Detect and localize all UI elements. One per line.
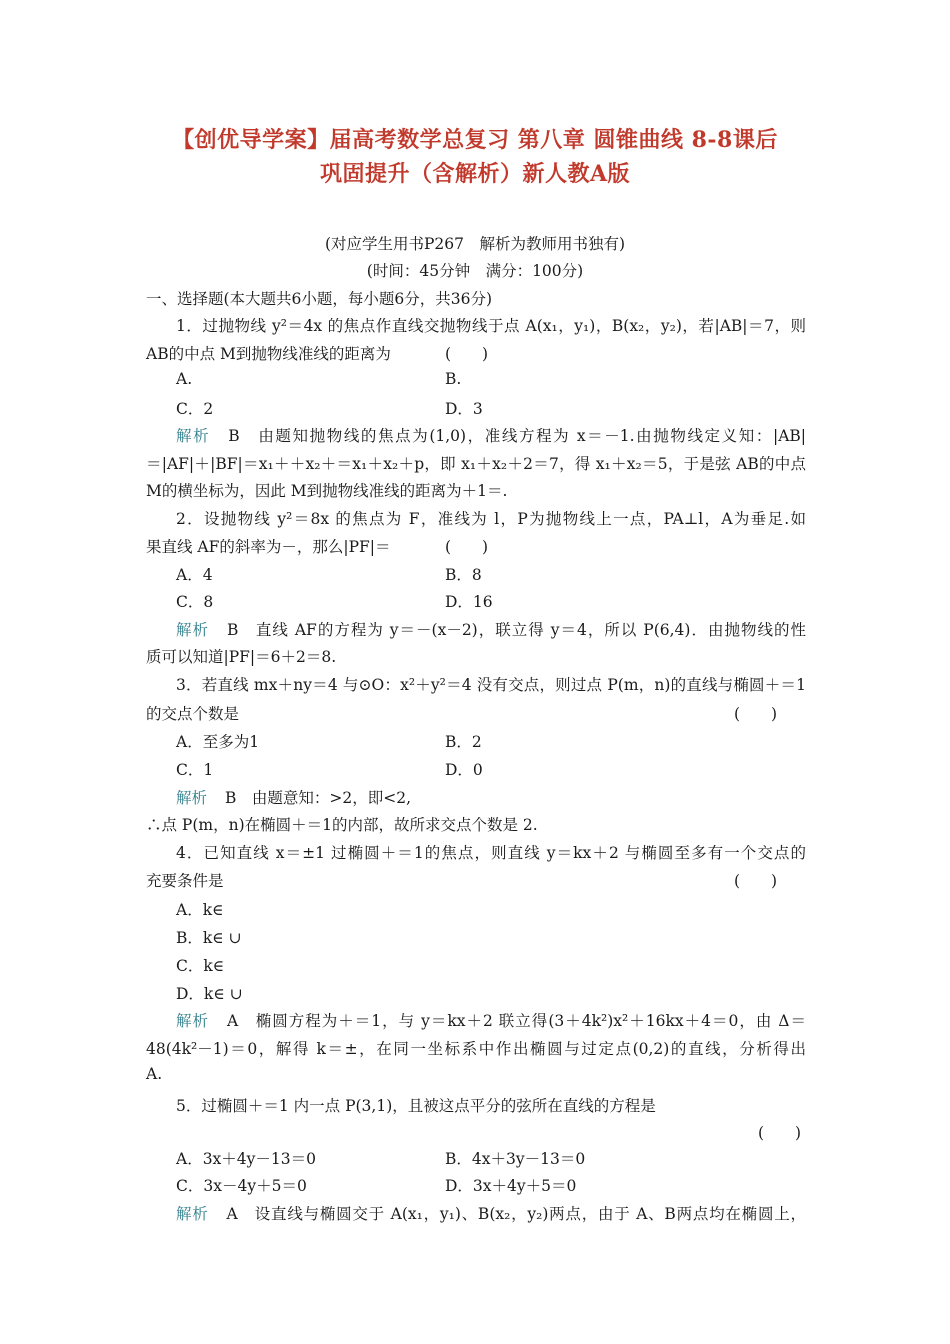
q5-solution-text: A 设直线与椭圆交于 A(x₁，y₁)、B(x₂，y₂)两点，由于 A、B两点均在椭圆上，: [226, 1205, 806, 1223]
q5-option-a: A．3x＋4y－13＝0: [176, 1150, 316, 1168]
q4-solution-line-2: 48(4k²－1)＝0，解得 k＝±，在同一坐标系中作出椭圆与过定点(0,2)的直线，分析得出: [146, 1040, 806, 1058]
q5-solution-line-1: [176, 1202, 806, 1224]
title-line-2: 巩固提升（含解析）新人教A版: [319, 161, 631, 187]
q5-option-d: D．3x＋4y＋5＝0: [445, 1177, 577, 1195]
q1-option-c: C．2: [176, 400, 214, 418]
q4-option-c: C．k∈: [176, 957, 225, 975]
q5-option-b: B．4x＋3y－13＝0: [445, 1150, 586, 1168]
q4-option-b: B．k∈ ∪: [176, 929, 242, 947]
q2-stem-line-2: 果直线 AF的斜率为－，那么|PF|＝: [146, 538, 391, 556]
q3-option-a: A．至多为1: [176, 733, 260, 751]
q5-solution-label: 解析: [176, 1205, 209, 1223]
q2-answer-paren: ( ): [445, 538, 489, 556]
q1-solution-line-1: [176, 424, 806, 446]
q2-solution-label: 解析: [176, 621, 210, 639]
q3-solution-label: 解析: [176, 789, 208, 807]
q4-solution-text: A 椭圆方程为＋＝1，与 y＝kx＋2 联立得(3＋4k²)x²＋16kx＋4＝0，由 Δ＝: [227, 1012, 806, 1030]
q2-option-c: C．8: [176, 593, 214, 611]
q4-stem-line-2: 充要条件是: [146, 872, 224, 890]
q1-solution-line-2: ＝|AF|＋|BF|＝x₁＋＋x₂＋＝x₁＋x₂＋p，即 x₁＋x₂＋2＝7，得 x₁＋x₂＝5，于是弦 AB的中点: [146, 455, 806, 473]
q1-option-d: D．3: [445, 400, 483, 418]
q4-solution-line-1: [176, 1009, 806, 1031]
q1-answer-paren: ( ): [445, 345, 489, 363]
q2-stem-line-1: 2．设抛物线 y²＝8x 的焦点为 F，准线为 l，P为抛物线上一点，PA⊥l，A为垂足.如: [176, 510, 806, 528]
q1-stem-line-2: AB的中点 M到抛物线准线的距离为: [146, 345, 391, 363]
q4-option-d: D．k∈ ∪: [176, 985, 243, 1003]
section-heading: 一、选择题(本大题共6小题，每小题6分，共36分): [146, 290, 493, 308]
q1-stem-line-1: 1．过抛物线 y²＝4x 的焦点作直线交抛物线于点 A(x₁，y₁)，B(x₂，y₂)，若|AB|＝7，则: [176, 317, 806, 335]
header-time: (时间：45分钟 满分：100分): [366, 262, 584, 280]
q3-stem-line-2: 的交点个数是: [146, 705, 240, 723]
q5-stem-line-1: 5．过椭圆＋＝1 内一点 P(3,1)，且被这点平分的弦所在直线的方程是: [176, 1097, 656, 1115]
q3-answer-paren: ( ): [734, 705, 778, 723]
header-note: (对应学生用书P267 解析为教师用书独有): [324, 235, 626, 253]
q3-option-d: D．0: [445, 761, 483, 779]
q3-solution-line-1: [176, 786, 411, 808]
q2-solution-line-2: 质可以知道|PF|＝6＋2＝8.: [146, 648, 337, 666]
q1-option-b: B.: [445, 370, 462, 388]
q4-answer-paren: ( ): [734, 872, 778, 890]
q4-solution-line-3: A.: [146, 1065, 163, 1083]
q2-solution-line-1: [176, 618, 806, 640]
q3-option-b: B．2: [445, 733, 482, 751]
q2-solution-text: B 直线 AF的方程为 y＝－(x－2)，联立得 y＝4，所以 P(6,4)．由抛物线的性: [227, 621, 806, 639]
q3-solution-text: B 由题意知：>2，即<2,: [225, 789, 412, 807]
q5-option-c: C．3x－4y＋5＝0: [176, 1177, 307, 1195]
q1-solution-label: 解析: [176, 427, 211, 445]
q2-option-b: B．8: [445, 566, 482, 584]
q4-solution-label: 解析: [176, 1012, 210, 1030]
q2-option-d: D．16: [445, 593, 493, 611]
q4-stem-line-1: 4．已知直线 x＝±1 过椭圆＋＝1的焦点，则直线 y＝kx＋2 与椭圆至多有一个交点的: [176, 844, 806, 862]
q1-solution-line-3: M的横坐标为，因此 M到抛物线准线的距离为＋1＝.: [146, 482, 508, 500]
q2-option-a: A．4: [176, 566, 213, 584]
q4-option-a: A．k∈: [176, 901, 224, 919]
q1-option-a: A.: [176, 370, 193, 388]
q3-stem-line-1: 3．若直线 mx＋ny＝4 与⊙O：x²＋y²＝4 没有交点，则过点 P(m，n)的直线与椭圆＋＝1: [176, 676, 806, 694]
q3-option-c: C．1: [176, 761, 214, 779]
title-line-1: 【创优导学案】届高考数学总复习 第八章 圆锥曲线 8-8课后: [172, 127, 778, 153]
q1-solution-text: B 由题知抛物线的焦点为(1,0)，准线方程为 x＝－1.由抛物线定义知：|AB|: [228, 427, 806, 445]
q5-answer-paren: ( ): [758, 1124, 802, 1142]
q3-solution-line-2: ∴点 P(m，n)在椭圆＋＝1的内部，故所求交点个数是 2.: [146, 816, 538, 834]
